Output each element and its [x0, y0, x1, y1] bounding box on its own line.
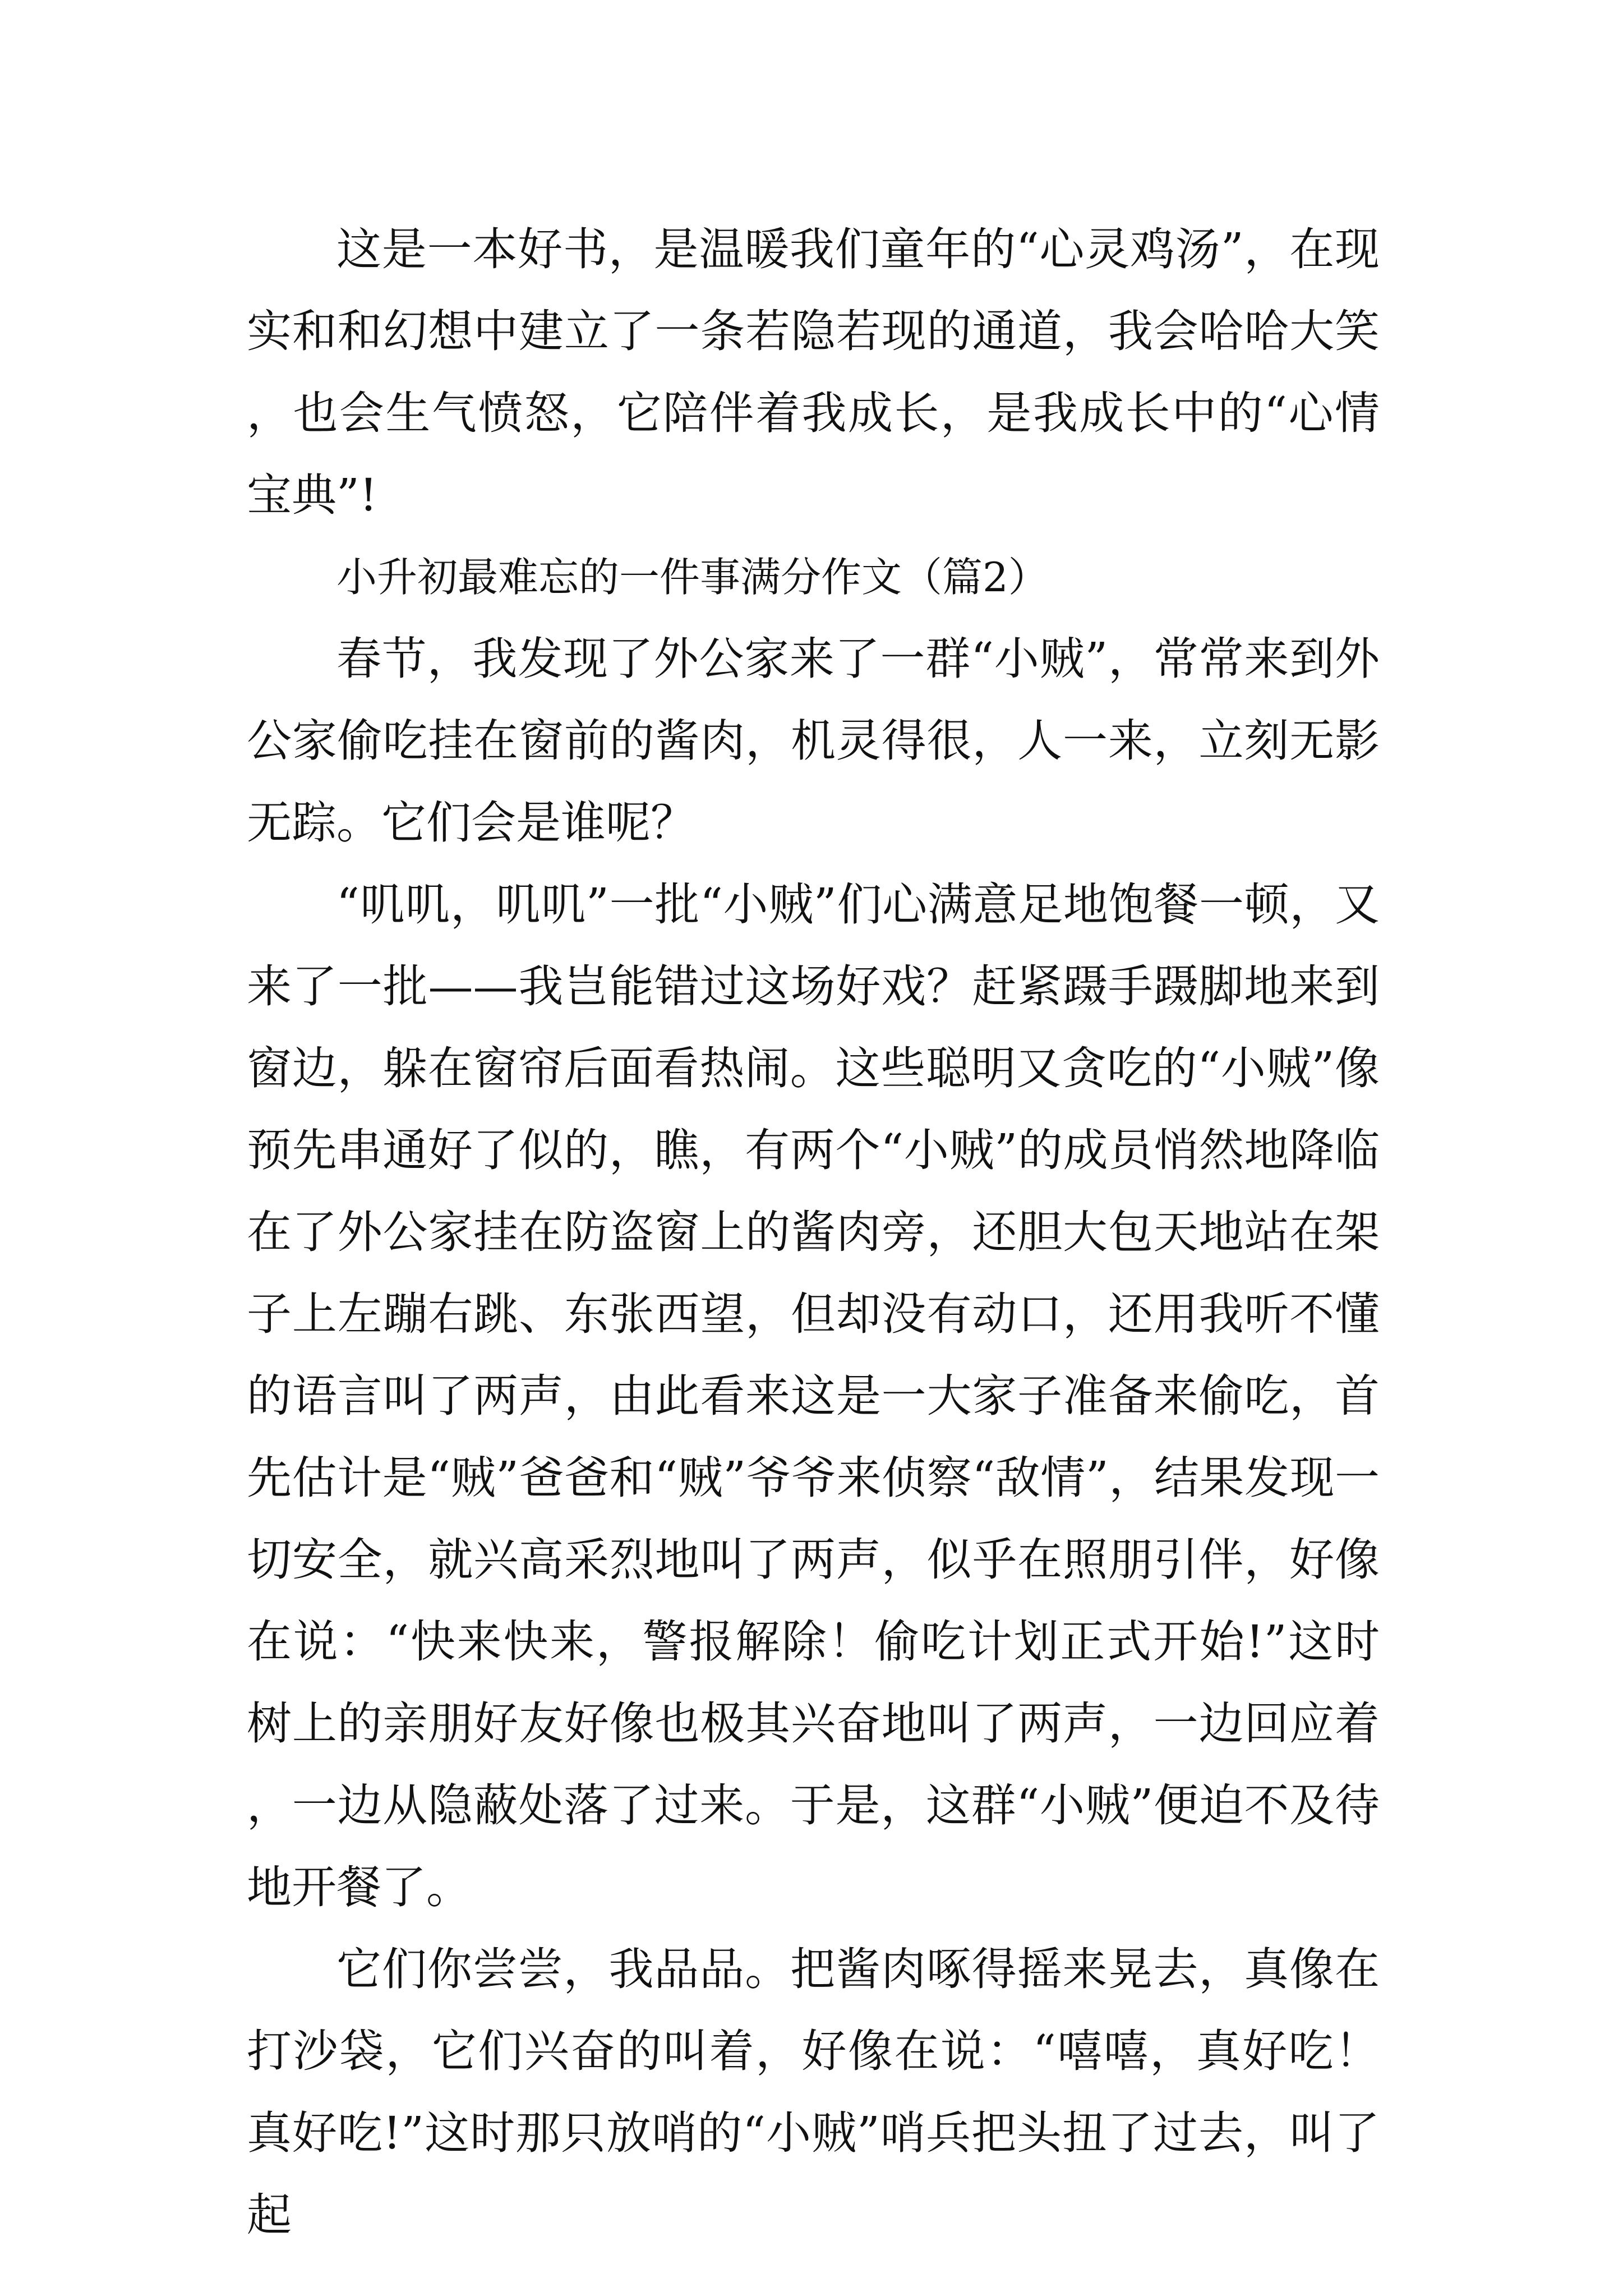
- essay-title: 小升初最难忘的一件事满分作文（篇2）: [336, 554, 1049, 601]
- paragraph-book-review-ending: 这是一本好书，是温暖我们童年的“心灵鸡汤”，在现实和和幻想中建立了一条若隐若现的通道，我会哈哈大笑，也会生气愤怒，它陪伴着我成长，是我成长中的“心情宝典”!: [247, 223, 1380, 521]
- paragraph-little-thieves: “叽叽，叽叽”一批“小贼”们心满意足地饱餐一顿，又来了一批——我岂能错过这场好戏？赶紧蹑手蹑脚地来到窗边，躲在窗帘后面看热闹。这些聪明又贪吃的“小贼”像预先串通好了似的，瞧，有两个“小贼”的成员悄然地降临在了外公家挂在防盗窗上的酱肉旁，还胆大包天地站在架子上左蹦右跳、东张西望，但却没有动口，还用我听不懂的语言叫了两声，由此看来这是一大家子准备来偷吃，首先估计是“贼”爸爸和“贼”爷爷来侦察“敌情”，结果发现一切安全，就兴高采烈地叫了两声，似乎在照朋引伴，好像在说：“快来快来，警报解除！偷吃计划正式开始!”这时树上的亲朋好友好像也极其兴奋地叫了两声，一边回应着，一边从隐蔽处落了过来。于是，这群“小贼”便迫不及待地开餐了。: [247, 878, 1380, 1913]
- paragraph-tasting: 它们你尝尝，我品品。把酱肉啄得摇来晃去，真像在打沙袋，它们兴奋的叫着，好像在说：“嘻嘻，真好吃！真好吃!”这时那只放哨的“小贼”哨兵把头扭了过去，叫了起: [247, 1943, 1380, 2241]
- body-text: [247, 209, 1380, 2256]
- paragraph-spring-festival: 春节，我发现了外公家来了一群“小贼”，常常来到外公家偷吃挂在窗前的酱肉，机灵得很，人一来，立刻无影无踪。它们会是谁呢？: [247, 633, 1380, 849]
